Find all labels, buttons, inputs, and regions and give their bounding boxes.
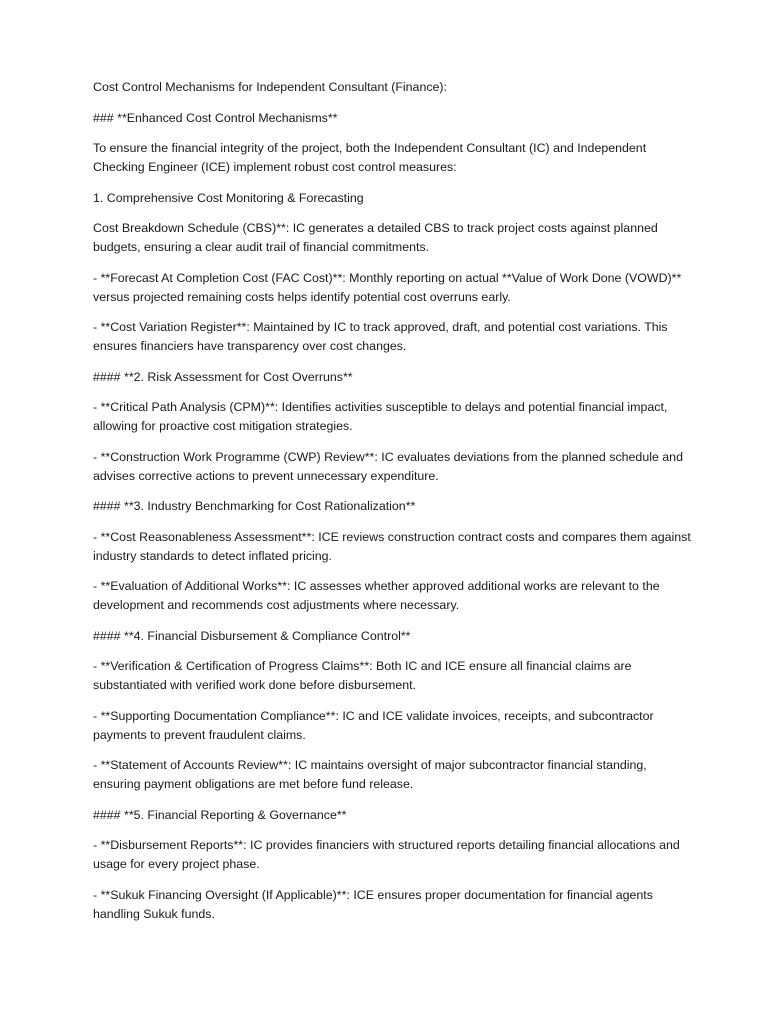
section-heading: 1. Comprehensive Cost Monitoring & Forecasting	[93, 190, 364, 205]
document-body	[93, 78, 693, 935]
list-item: - **Evaluation of Additional Works**: IC assesses whether approved additional works are relevant to the development and recommends cost adjustments where necessary.	[93, 579, 660, 612]
list-item: - **Construction Work Programme (CWP) Review**: IC evaluates deviations from the planned schedule and advises corrective actions to prevent unnecessary expenditure.	[93, 449, 683, 483]
section-heading: #### **5. Financial Reporting & Governance**	[93, 807, 347, 822]
intro-paragraph: To ensure the financial integrity of the project, both the Independent Consultant (IC) and Independent Checking Engineer (ICE) implement robust cost control measures:	[93, 141, 647, 174]
section-heading: #### **3. Industry Benchmarking for Cost Rationalization**	[93, 499, 416, 513]
section-heading: ### **Enhanced Cost Control Mechanisms**	[93, 110, 338, 125]
list-item: - **Verification & Certification of Progress Claims**: Both IC and ICE ensure all financial claims are substantiated with verified work done before disbursement.	[93, 659, 632, 692]
list-item: - **Supporting Documentation Compliance**: IC and ICE validate invoices, receipts, and subcontractor payments to prevent fraudulent claims.	[93, 708, 654, 742]
document-title: Cost Control Mechanisms for Independent Consultant (Finance):	[93, 80, 447, 94]
list-item: - **Forecast At Completion Cost (FAC Cost)**: Monthly reporting on actual **Value of Work Done (VOWD)** versus projected remaining costs helps identify potential cost overruns early.	[93, 270, 682, 304]
list-item: - **Statement of Accounts Review**: IC maintains oversight of major subcontractor financial standing, ensuring payment obligations are met before fund release.	[93, 758, 647, 791]
list-item: - **Disbursement Reports**: IC provides financiers with structured reports detailing financial allocations and usage for every project phase.	[93, 838, 680, 871]
list-item: - **Cost Reasonableness Assessment**: ICE reviews construction contract costs and compares them against industry standards to detect inflated pricing.	[93, 529, 691, 563]
section-heading: #### **2. Risk Assessment for Cost Overruns**	[93, 369, 353, 384]
list-item: - **Critical Path Analysis (CPM)**: Identifies activities susceptible to delays and potential financial impact, allowing for proactive cost mitigation strategies.	[93, 400, 668, 433]
section-heading: #### **4. Financial Disbursement & Compliance Control**	[93, 628, 411, 643]
list-item: - **Cost Variation Register**: Maintained by IC to track approved, draft, and potential cost variations. This ensures financiers have transparency over cost changes.	[93, 320, 668, 353]
body-paragraph: Cost Breakdown Schedule (CBS)**: IC generates a detailed CBS to track project costs against planned budgets, ensuring a clear audit trail of financial commitments.	[93, 221, 658, 254]
list-item: - **Sukuk Financing Oversight (If Applicable)**: ICE ensures proper documentation for financial agents handling Sukuk funds.	[93, 887, 653, 921]
